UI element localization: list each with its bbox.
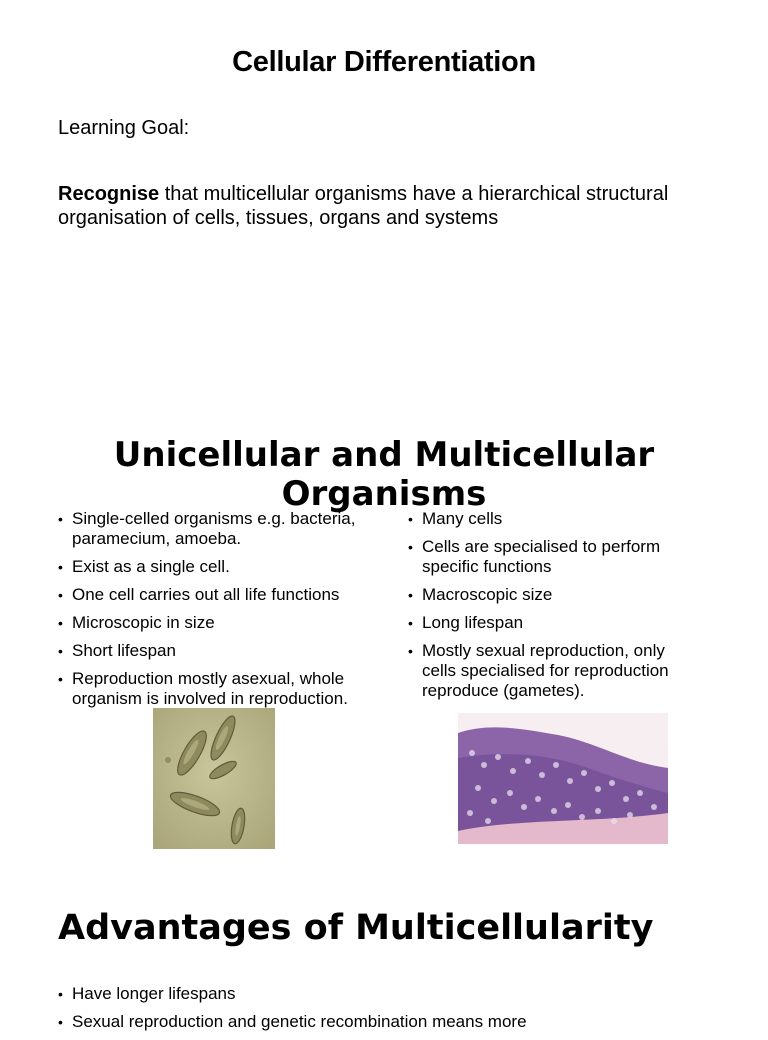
- learning-goal-text: [58, 182, 718, 230]
- learning-goal-keyword: Recognise: [58, 183, 160, 205]
- list-item: • Long lifespan: [408, 613, 698, 633]
- list-item: • Many cells: [408, 509, 698, 529]
- list-item: • One cell carries out all life functions: [58, 585, 388, 605]
- list-item: • Macroscopic size: [408, 585, 698, 605]
- unicellular-column: [58, 509, 388, 717]
- paramecium-micrograph: [153, 708, 275, 849]
- list-item: • Cells are specialised to perform specific functions: [408, 537, 698, 577]
- slide-title-advantages: Advantages of Multicellularity: [58, 908, 654, 948]
- slide-title-cellular-differentiation: Cellular Differentiation: [232, 46, 536, 78]
- learning-goal-description: that multicellular organisms have a hierarchical structural organisation of cells, tissues, organs and systems: [58, 183, 669, 229]
- list-item: • Reproduction mostly asexual, whole organism is involved in reproduction.: [58, 669, 388, 709]
- list-item: • Mostly sexual reproduction, only cells specialised for reproduction reproduce (gametes).: [408, 641, 698, 701]
- slide-title-unicellular-multicellular: Unicellular and Multicellular Organisms: [113, 435, 655, 514]
- list-item: • Single-celled organisms e.g. bacteria, paramecium, amoeba.: [58, 509, 388, 549]
- list-item: • Exist as a single cell.: [58, 557, 388, 577]
- list-item: • Microscopic in size: [58, 613, 388, 633]
- learning-goal-label: Learning Goal:: [58, 117, 190, 139]
- advantages-list: [58, 984, 758, 1040]
- list-item: • Short lifespan: [58, 641, 388, 661]
- list-item: • Have longer lifespans: [58, 984, 758, 1004]
- multicellular-column: [408, 509, 698, 709]
- list-item: • Sexual reproduction and genetic recombination means more: [58, 1012, 758, 1032]
- tissue-micrograph: [458, 713, 668, 844]
